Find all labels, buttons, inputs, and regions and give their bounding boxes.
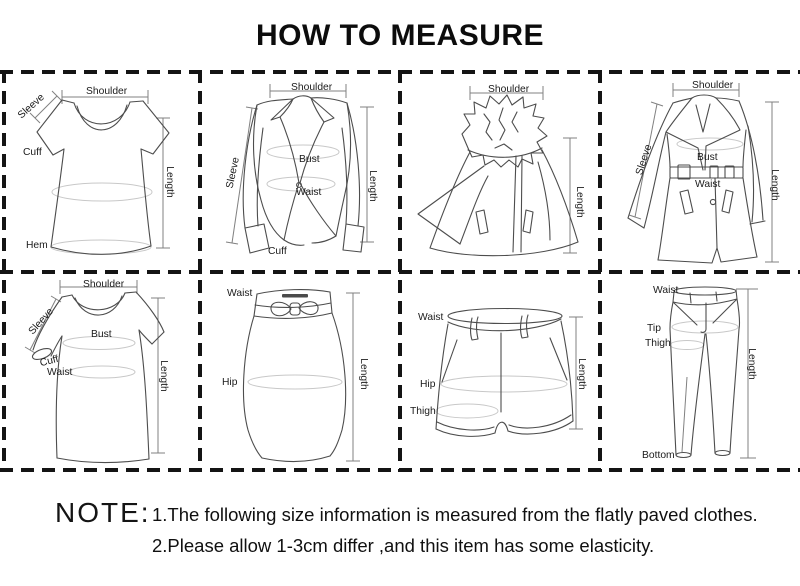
tshirt-sleeve-label: Sleeve (16, 92, 47, 122)
pants-tip-label: Tip (647, 323, 661, 334)
tshirt-length-label: Length (163, 166, 175, 198)
grid-line-left (2, 70, 6, 472)
note-line-1: 1.The following size information is measured from the flatly paved clothes. (152, 504, 758, 525)
skirt-hip-label: Hip (222, 377, 238, 388)
pants-bottom-label: Bottom (642, 450, 675, 461)
coat-shoulder-label: Shoulder (488, 84, 530, 95)
note-line-2: 2.Please allow 1-3cm differ ,and this item has some elasticity. (152, 535, 655, 556)
blazer-sleeve-label: Sleeve (224, 156, 242, 190)
tshirt-shoulder-label: Shoulder (86, 86, 128, 97)
grid-line-col3 (598, 70, 602, 472)
skirt-waist-label: Waist (227, 288, 253, 299)
shorts-illustration (400, 272, 600, 470)
dress-waist-label: Waist (47, 367, 73, 378)
trench-bust-label: Bust (697, 152, 718, 163)
blazer-length-label: Length (366, 170, 378, 202)
shorts-thigh-label: Thigh (410, 406, 436, 417)
grid-line-col2 (398, 70, 402, 472)
blazer-bust-label: Bust (299, 154, 320, 165)
blazer-waist-label: Waist (296, 187, 322, 198)
panel-trench-coat (600, 70, 800, 270)
shorts-length-label: Length (575, 358, 587, 390)
trench-length-label: Length (768, 169, 780, 201)
blazer-cuff-label: Cuff (268, 246, 287, 257)
page-title: HOW TO MEASURE (255, 19, 545, 52)
pants-thigh-label: Thigh (645, 338, 671, 349)
shorts-hip-label: Hip (420, 379, 436, 390)
panel-fur-hooded-coat (400, 70, 600, 270)
panel-shorts (400, 272, 600, 472)
coat-length-label: Length (573, 186, 585, 218)
pants-illustration (600, 272, 800, 470)
dress-length-label: Length (157, 360, 169, 392)
pants-length-label: Length (745, 348, 757, 380)
panel-dress (0, 272, 200, 472)
skirt-illustration (200, 272, 400, 470)
trench-shoulder-label: Shoulder (692, 80, 734, 91)
trench-waist-label: Waist (695, 179, 721, 190)
panel-pants (600, 272, 800, 472)
grid-line-col1 (198, 70, 202, 472)
panel-blazer (200, 70, 400, 270)
tshirt-cuff-label: Cuff (23, 147, 42, 158)
blazer-shoulder-label: Shoulder (291, 82, 333, 93)
dress-bust-label: Bust (91, 329, 112, 340)
pants-waist-label: Waist (653, 285, 679, 296)
dress-sleeve-label: Sleeve (26, 306, 56, 338)
fur-hooded-coat-illustration (400, 70, 600, 270)
dress-cuff-label: Cuff (38, 353, 60, 370)
panel-skirt (200, 272, 400, 472)
panel-tshirt (0, 70, 200, 270)
tshirt-hem-label: Hem (26, 240, 48, 251)
shorts-waist-label: Waist (418, 312, 444, 323)
note-heading: NOTE: (55, 497, 151, 528)
dress-shoulder-label: Shoulder (83, 279, 125, 290)
dress-illustration (0, 272, 200, 470)
trench-sleeve-label: Sleeve (634, 143, 655, 177)
skirt-length-label: Length (357, 358, 369, 390)
